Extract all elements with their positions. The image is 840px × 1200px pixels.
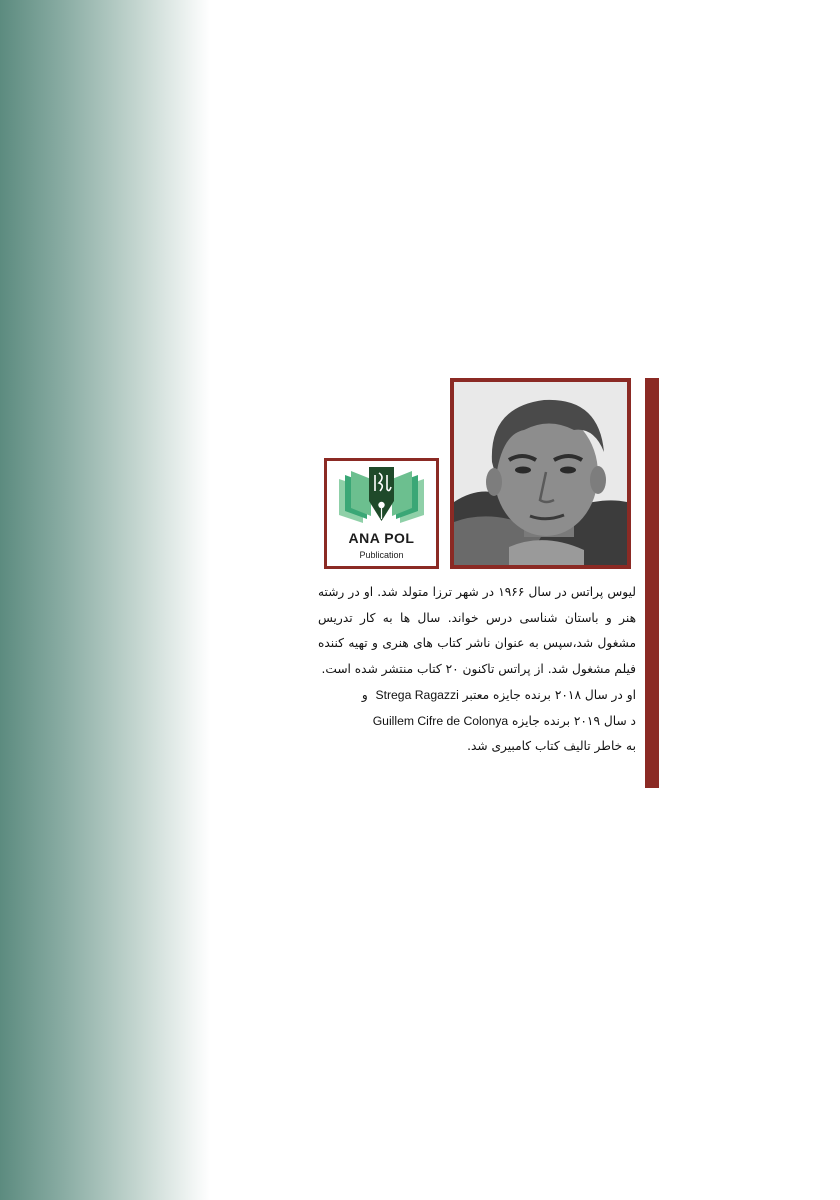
author-photo: [450, 378, 631, 569]
publisher-subtitle: Publication: [359, 550, 404, 560]
accent-bar: [645, 378, 659, 788]
bio-award-line-1-text: او در سال ۲۰۱۸ برنده جایزه معتبر: [462, 687, 636, 702]
bio-award-line-3: به خاطر تالیف کتاب کامبیری شد.: [467, 739, 636, 754]
bio-award-line-1: [318, 683, 636, 709]
bio-award-line-2-text: د سال ۲۰۱۹ برنده جایزه: [512, 713, 636, 728]
bio-award-line-2: [318, 709, 636, 735]
publisher-logo: [324, 458, 439, 569]
bio-paragraph: لیوس پراتس در سال ۱۹۶۶ در شهر ترزا متولد شد. او در رشته هنر و باستان شناسی درس خواند. سال ها به کار تدریس مشغول شد،سپس به عنوان ناشر کتاب های هنری و تهیه کننده فیلم مشغول شد. از پراتس تاکنون ۲۰ کتاب منتشر شده است.: [318, 585, 636, 677]
author-portrait-image: [454, 382, 627, 565]
publisher-name: ANA POL: [348, 530, 415, 546]
award-name-guillem: Guillem Cifre de Colonya: [372, 713, 509, 728]
open-book-pen-icon: [327, 461, 436, 527]
author-bio: [318, 580, 636, 760]
side-gradient-strip: [0, 0, 210, 1200]
award-name-strega: Strega Ragazzi: [375, 687, 459, 702]
bio-award-line-1-conjunction: و: [361, 687, 368, 702]
